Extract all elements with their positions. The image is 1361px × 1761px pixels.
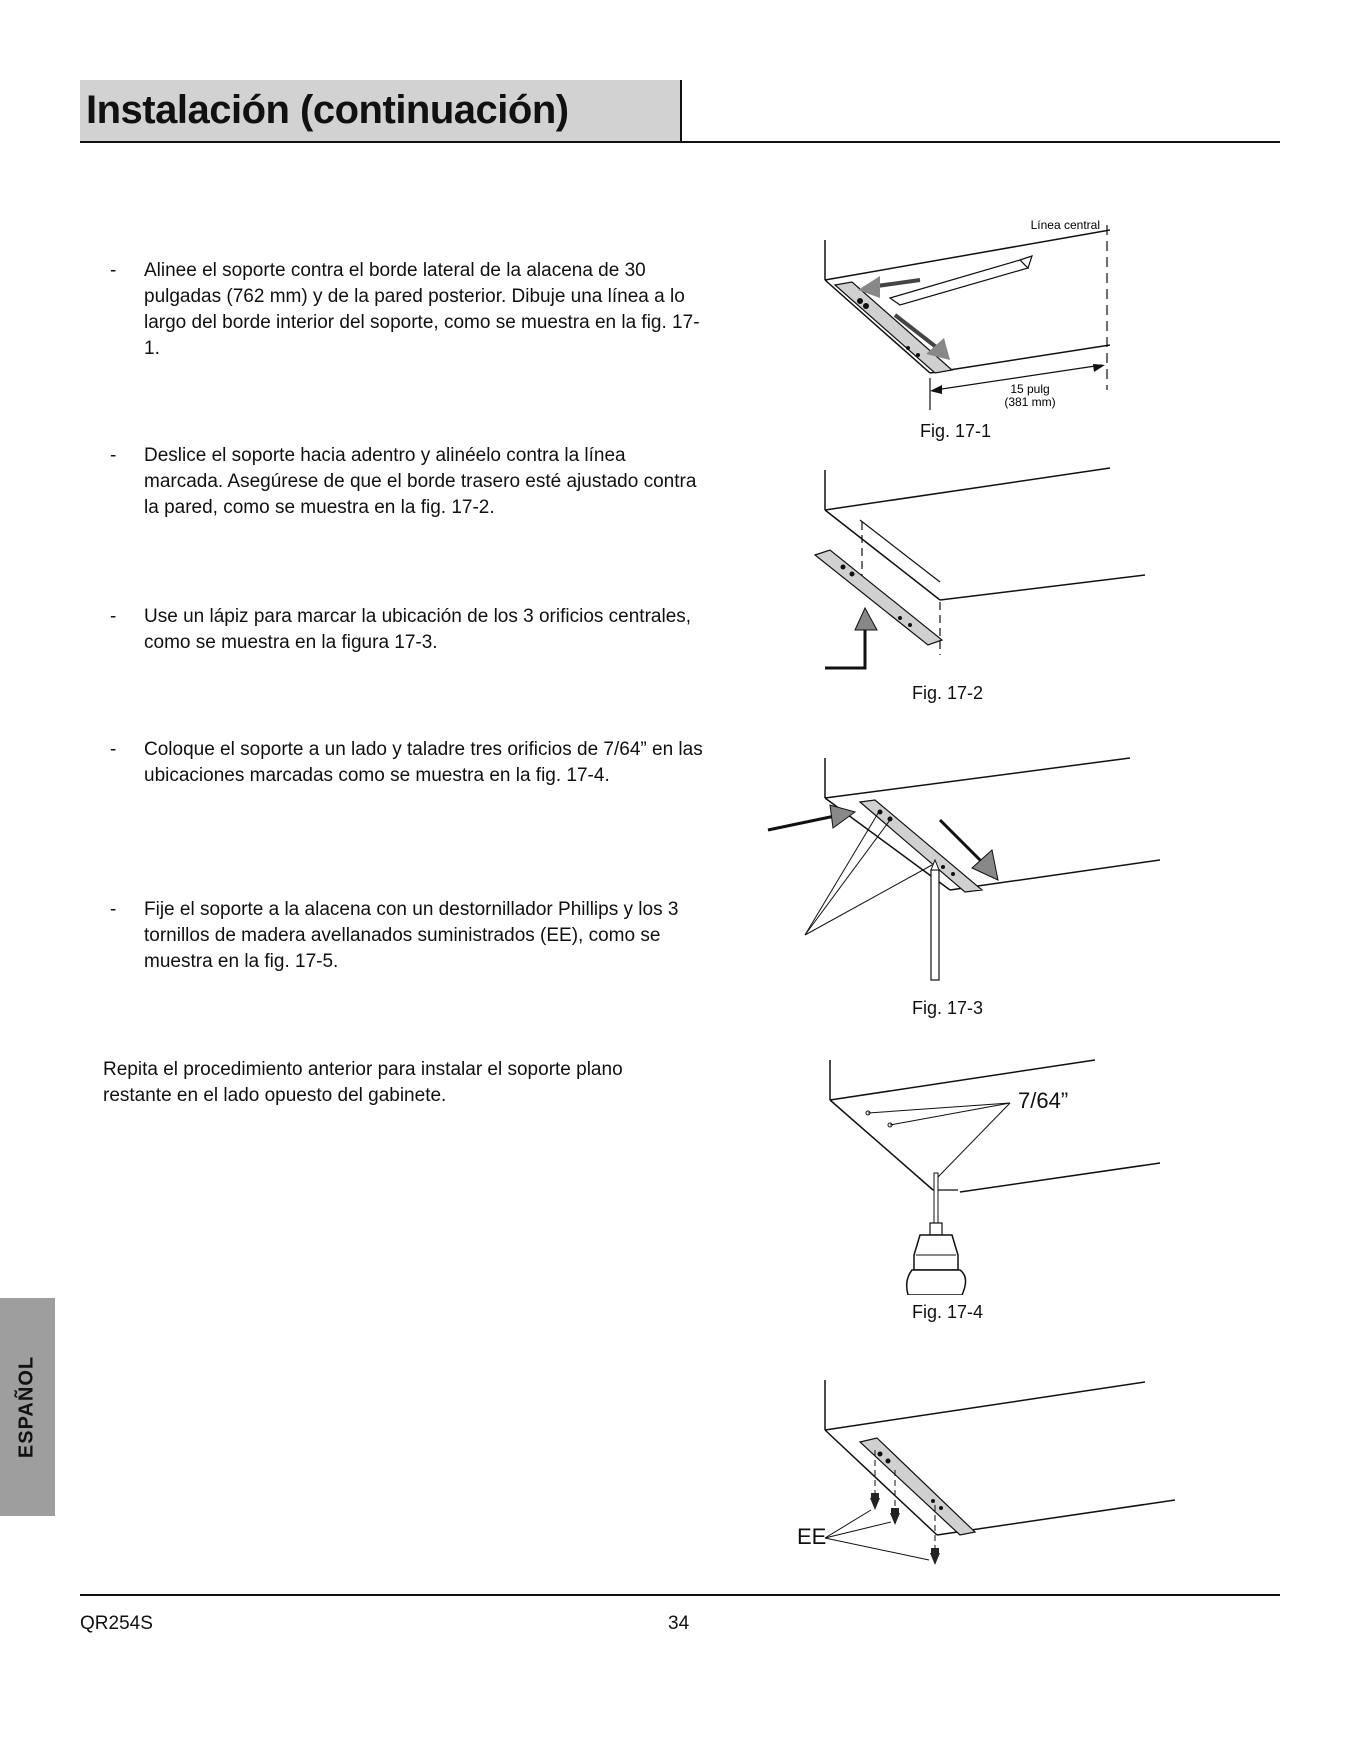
hole-size-label: 7/64”	[1018, 1088, 1069, 1113]
page-number: 34	[668, 1613, 690, 1634]
figure-17-2	[780, 460, 1160, 680]
step-bullet: -	[110, 739, 117, 760]
page-title: Instalación (continuación)	[86, 88, 569, 132]
step-text: Coloque el soporte a un lado y taladre tres orificios de 7/64” en las ubicaciones marcadas como se muestra en la fig. 17-4.	[144, 739, 703, 786]
screw-label: EE	[797, 1524, 827, 1549]
figure-17-5	[795, 1370, 1185, 1570]
closing-paragraph: Repita el procedimiento anterior para instalar el soporte plano restante en el lado opuesto del gabinete.	[103, 1059, 623, 1106]
figure-17-4	[800, 1055, 1180, 1295]
step-bullet: -	[110, 606, 117, 627]
figure-17-1	[790, 210, 1150, 420]
figure-caption: Fig. 17-2	[912, 683, 984, 703]
footer-rule	[80, 1594, 1280, 1596]
figure-caption: Fig. 17-4	[912, 1302, 984, 1322]
language-tab-label: ESPAÑOL	[15, 1355, 38, 1459]
center-line-label: Línea central	[1030, 218, 1100, 232]
figure-caption: Fig. 17-1	[920, 421, 992, 441]
step-text: Use un lápiz para marcar la ubicación de los 3 orificios centrales, como se muestra en la figura 17-3.	[144, 606, 692, 653]
figure-caption: Fig. 17-3	[912, 998, 984, 1018]
dimension-label-mm: (381 mm)	[1004, 395, 1056, 409]
step-text: Deslice el soporte hacia adentro y alinéelo contra la línea marcada. Asegúrese de que el borde trasero esté ajustado contra la pared, como se muestra en la fig. 17-2.	[144, 445, 697, 518]
step-text: Alinee el soporte contra el borde lateral de la alacena de 30 pulgadas (762 mm) y de la pared posterior. Dibuje una línea a lo largo del borde interior del soporte, como se muestra en la fig. 17-1.	[144, 260, 700, 359]
dimension-label-inches: 15 pulg	[1010, 382, 1050, 396]
step-bullet: -	[110, 445, 117, 466]
step-bullet: -	[110, 899, 117, 920]
figure-17-3	[760, 750, 1170, 990]
header-rule	[80, 141, 1280, 143]
model-number: QR254S	[80, 1613, 153, 1634]
step-bullet: -	[110, 260, 117, 281]
step-text: Fije el soporte a la alacena con un destornillador Phillips y los 3 tornillos de madera avellanados suministrados (EE), como se muestra en la fig. 17-5.	[144, 899, 679, 972]
